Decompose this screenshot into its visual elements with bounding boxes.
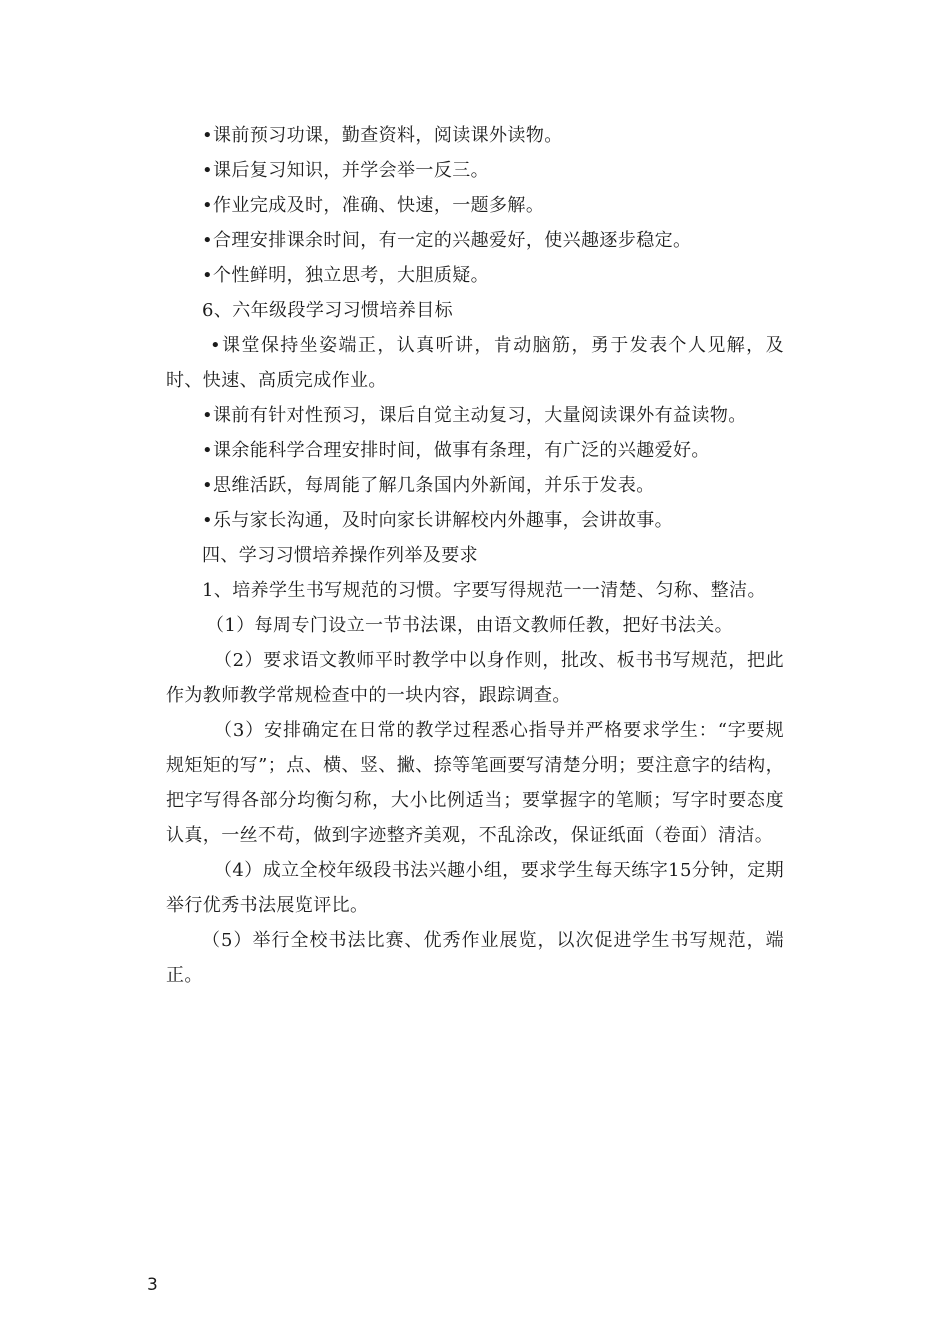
bullet-classroom: •课堂保持坐姿端正，认真听讲，肯动脑筋，勇于发表个人见解，及时、快速、高质完成作业。 bbox=[166, 335, 784, 391]
bullet-targeted-preview: •课前有针对性预习，课后自觉主动复习，大量阅读课外有益读物。 bbox=[202, 405, 747, 426]
bullet-news: •思维活跃，每周能了解几条国内外新闻，并乐于发表。 bbox=[202, 475, 655, 496]
item-5: （5）举行全校书法比赛、优秀作业展览，以次促进学生书写规范，端正。 bbox=[166, 930, 784, 986]
document-body bbox=[166, 118, 784, 993]
bullet-preview: •课前预习功课，勤查资料，阅读课外读物。 bbox=[202, 125, 563, 146]
item-2: （2）要求语文教师平时教学中以身作则，批改、板书书写规范，把此作为教师教学常规检查中的一块内容，跟踪调查。 bbox=[166, 650, 784, 706]
bullet-homework: •作业完成及时，准确、快速，一题多解。 bbox=[202, 195, 545, 216]
bullet-review: •课后复习知识，并学会举一反三。 bbox=[202, 160, 490, 181]
bullet-personality: •个性鲜明，独立思考，大胆质疑。 bbox=[202, 265, 490, 286]
bullet-time-management: •课余能科学合理安排时间，做事有条理，有广泛的兴趣爱好。 bbox=[202, 440, 710, 461]
item-3: （3）安排确定在日常的教学过程悉心指导并严格要求学生：“字要规规矩矩的写”；点、横、竖、撇、捺等笔画要写清楚分明；要注意字的结构，把字写得各部分均衡匀称，大小比例适当；要掌握字的笔顺；写字时要态度认真，一丝不苟，做到字迹整齐美观，不乱涂改，保证纸面（卷面）清洁。 bbox=[166, 720, 784, 846]
section-heading-grade6: 6、六年级段学习习惯培养目标 bbox=[202, 300, 454, 321]
bullet-parents: •乐与家长沟通，及时向家长讲解校内外趣事，会讲故事。 bbox=[202, 510, 674, 531]
page-number: 3 bbox=[147, 1275, 158, 1295]
subsection-heading-writing: 1、培养学生书写规范的习惯。字要写得规范一一清楚、匀称、整洁。 bbox=[202, 580, 766, 601]
section-heading-four: 四、学习习惯培养操作列举及要求 bbox=[202, 545, 478, 566]
bullet-spare-time: •合理安排课余时间，有一定的兴趣爱好，使兴趣逐步稳定。 bbox=[202, 230, 692, 251]
item-1: （1）每周专门设立一节书法课，由语文教师任教，把好书法关。 bbox=[206, 615, 734, 636]
item-4: （4）成立全校年级段书法兴趣小组，要求学生每天练字15分钟，定期举行优秀书法展览评比。 bbox=[166, 860, 784, 916]
